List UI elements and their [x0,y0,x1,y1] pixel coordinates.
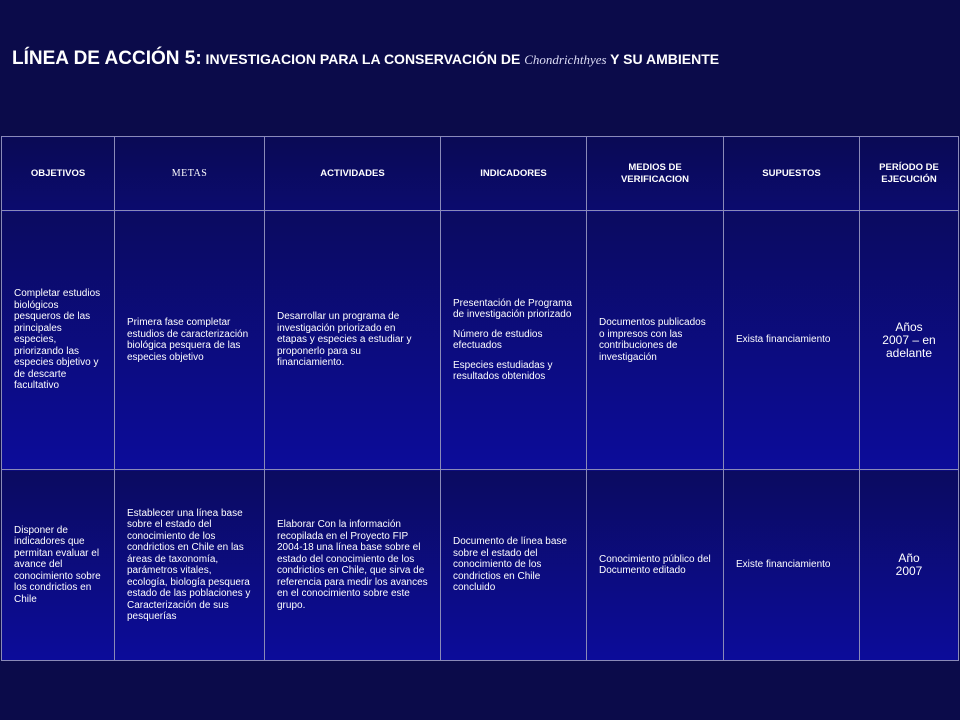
indicador-item: Número de estudios efectuados [453,328,543,351]
cell-supuesto: Exista financiamiento [724,211,860,470]
cell-indicadores [441,470,587,661]
page-title [12,48,952,70]
periodo-line: 2007 [895,564,923,578]
cell-meta: Establecer una línea base sobre el estado del conocimiento de los condrictios en Chile en las áreas de taxonomía, parámetros vitales, ecología, biología pesquera estado de las poblaciones y Caracterización de sus pesquerías [115,470,265,661]
cell-actividad: Desarrollar un programa de investigación priorizado en etapas y especies a estudiar y proponerlo para su financiamiento. [265,211,441,470]
header-row [2,137,959,211]
header-periodo: PERÍODO DE EJECUCIÓN [860,137,959,211]
indicador-item: Presentación de Programa de investigación priorizado [453,297,572,320]
action-line-table [1,136,959,661]
header-metas: METAS [115,137,265,211]
title-prefix: LÍNEA DE ACCIÓN 5: [12,48,202,69]
periodo-line: Año [898,551,920,565]
title-scientific-name: Chondrichthyes [524,52,607,67]
table-row [2,470,959,661]
cell-objetivo: Completar estudios biológicos pesqueros de las principales especies, priorizando las especies objetivo y de descarte facultativo [2,211,115,470]
header-supuestos: SUPUESTOS [724,137,860,211]
periodo-line: 2007 – en adelante [882,332,936,360]
cell-actividad: Elaborar Con la información recopilada en el Proyecto FIP 2004-18 una línea base sobre el estado del conocimiento de los condrictios en Chile, que sirva de referencia para medir los avances en el conocimiento sobre este grupo. [265,470,441,661]
periodo-line: Años [895,319,923,334]
cell-periodo [860,211,959,470]
header-indicadores: INDICADORES [441,137,587,211]
header-objetivos: OBJETIVOS [2,137,115,211]
cell-medio: Conocimiento público del Documento editado [587,470,724,661]
indicador-item: Documento de línea base sobre el estado del conocimiento de los condrictios en Chile concluido [453,536,567,594]
cell-meta: Primera fase completar estudios de caracterización biológica pesquera de las especies objetivo [115,211,265,470]
table-row [2,211,959,470]
cell-supuesto: Existe financiamiento [724,470,860,661]
header-actividades: ACTIVIDADES [265,137,441,211]
indicador-item: Especies estudiadas y resultados obtenidos [453,359,553,382]
cell-indicadores [441,211,587,470]
cell-medio: Documentos publicados o impresos con las contribuciones de investigación [587,211,724,470]
title-main: INVESTIGACION PARA LA CONSERVACIÓN DE [201,51,525,67]
cell-periodo [860,470,959,661]
header-medios: MEDIOS DE VERIFICACION [587,137,724,211]
cell-objetivo: Disponer de indicadores que permitan evaluar el avance del conocimiento sobre los condrictios en Chile [2,470,115,661]
title-suffix: Y SU AMBIENTE [606,51,720,67]
